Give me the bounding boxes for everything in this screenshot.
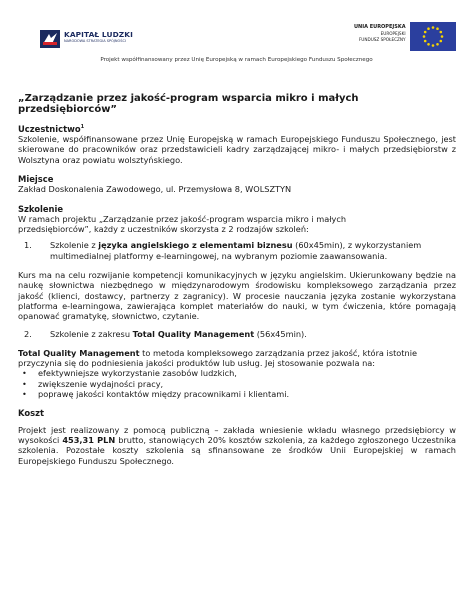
tqm-course-name: Total Quality Management bbox=[132, 328, 255, 339]
section-tqm bbox=[18, 348, 456, 399]
kapital-ludzki-logo bbox=[40, 30, 133, 48]
heading-koszt: Koszt bbox=[18, 408, 44, 419]
tqm-benefits-list bbox=[18, 368, 456, 399]
list-item: 2. Szkolenie z zakresu Total Quality Management (56x45min). bbox=[24, 328, 307, 339]
list-item: 1. Szkolenie z języka angielskiego z elementami biznesu (60x45min), z wykorzystaniem multimedialnej platformy e-learningowej, na wybranym poziomie zaawansowania. bbox=[24, 240, 422, 261]
project-cofinancing-note: Projekt współfinansowany przez Unię Europejską w ramach Europejskiego Funduszu Społecznego bbox=[100, 57, 373, 63]
bullet-icon: • bbox=[22, 378, 27, 389]
heading-szkolenie: Szkolenie bbox=[18, 203, 64, 214]
kapital-ludzki-subtitle: NARODOWA STRATEGIA SPÓJNOŚCI bbox=[64, 39, 126, 43]
list-item: • efektywniejsze wykorzystanie zasobów ludzkich, bbox=[22, 368, 237, 379]
contribution-amount: 453,31 PLN bbox=[62, 434, 116, 445]
document-header bbox=[0, 0, 473, 63]
eu-flag-icon bbox=[410, 22, 456, 51]
szkolenie-intro: W ramach projektu „Zarządzanie przez jakość-program wsparcia mikro i małych przedsiębiorców”, każdy z uczestników skorzysta z 2 rodzajów szkoleń: bbox=[18, 213, 347, 235]
bullet-icon: • bbox=[22, 368, 27, 379]
heading-miejsce: Miejsce bbox=[18, 173, 54, 184]
ue-title: UNIA EUROPEJSKA bbox=[354, 24, 406, 30]
kapital-ludzki-title: KAPITAŁ LUDZKI bbox=[64, 30, 133, 39]
english-course-name: języka angielskiego z elementami biznesu bbox=[98, 240, 293, 251]
bullet-icon: • bbox=[22, 389, 27, 400]
heading-uczestnictwo: Uczestnictwo$^1$ bbox=[18, 123, 85, 134]
section-miejsce bbox=[18, 174, 456, 195]
list-number: 2. bbox=[24, 328, 32, 339]
list-item: • zwiększenie wydajności pracy, bbox=[22, 378, 164, 389]
document-title: „Zarządzanie przez jakość-program wsparcia mikro i małych przedsiębiorców” bbox=[18, 93, 359, 115]
section-uczestnictwo bbox=[18, 122, 456, 165]
unia-europejska-logo bbox=[354, 22, 456, 51]
section-koszt bbox=[18, 408, 456, 465]
miejsce-text: Zakład Doskonalenia Zawodowego, ul. Przemysłowa 8, WOLSZTYN bbox=[18, 184, 292, 195]
kapital-ludzki-emblem-icon bbox=[40, 30, 60, 48]
training-list-1 bbox=[18, 240, 456, 261]
training-list-2 bbox=[18, 329, 456, 339]
section-szkolenie bbox=[18, 204, 456, 235]
list-number: 1. bbox=[24, 240, 32, 251]
footnote-marker: 1 bbox=[80, 124, 85, 130]
english-course-description: Kurs ma na celu rozwijanie kompetencji komunikacyjnych w języku angielskim. Ukierunkowany będzie na naukę słownictwa niezbędnego w międzynarodowym środowisku kompleksowego zarządzania przez jakość (klienci, dostawcy, partnerzy z zagranicy). W procesie nauczania języka zostanie wykorzystana platforma e-learningowa, zawierająca komplet materiałów do nauki, w tym ćwiczenia, które pomagają opanować gramatykę, słownictwo, czytanie. bbox=[18, 270, 456, 322]
document-body bbox=[18, 122, 456, 475]
ue-subtitle-1: EUROPEJSKI bbox=[380, 31, 406, 36]
tqm-text: Total Quality Management to metoda kompleksowego zarządzania przez jakość, która istotnie przyczynia się do podniesienia jakości produktów lub usług. Jej stosowanie pozwala na: bbox=[18, 347, 418, 369]
list-item: • poprawę jakości kontaktów między pracownikami i klientami. bbox=[22, 389, 290, 400]
uczestnictwo-text: Szkolenie, współfinansowane przez Unię Europejską w ramach Europejskiego Funduszu Społecznego, jest skierowane do pracowników oraz przedstawicieli kadry zarządzającej mikro- i małych przedsiębiorstw z Wolsztyna oraz powiatu wolsztyńskiego. bbox=[18, 134, 456, 165]
koszt-text: Projekt jest realizowany z pomocą publiczną – zakłada wniesienie wkładu własnego przedsiębiorcy w wysokości 453,31 PLN brutto, stanowiących 20% kosztów szkolenia, za każdego zgłoszonego Uczestnika szkolenia. Pozostałe koszty szkolenia są sfinansowane ze środków Unii Europejskiej w ramach Europejskiego Funduszu Społecznego. bbox=[18, 424, 457, 466]
ue-subtitle-2: FUNDUSZ SPOŁECZNY bbox=[358, 36, 406, 42]
